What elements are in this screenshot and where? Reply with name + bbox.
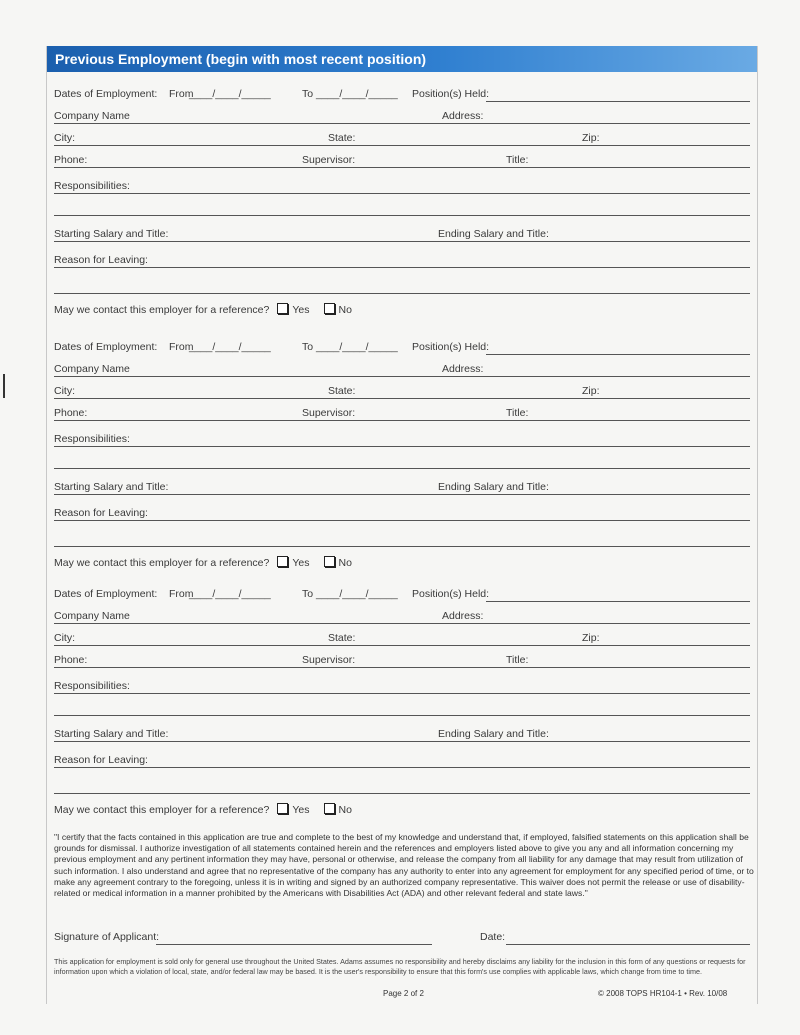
section-header: Previous Employment (begin with most recent position) bbox=[47, 46, 757, 72]
starting-salary-label: Starting Salary and Title: bbox=[54, 481, 169, 493]
state-label: State: bbox=[328, 132, 356, 144]
no-checkbox[interactable] bbox=[324, 556, 335, 567]
company-label: Company Name bbox=[54, 110, 130, 122]
reason-row-line[interactable] bbox=[54, 267, 750, 268]
responsibilities-row-2 bbox=[54, 700, 750, 716]
supervisor-label: Supervisor: bbox=[302, 407, 356, 419]
supervisor-label: Supervisor: bbox=[302, 654, 356, 666]
signature-row bbox=[54, 929, 750, 945]
dates-label: Dates of Employment: bbox=[54, 588, 158, 600]
company-row-line[interactable] bbox=[54, 123, 750, 124]
from-label: From bbox=[169, 88, 194, 100]
to-label: To bbox=[302, 88, 314, 100]
from-label: From bbox=[169, 588, 194, 600]
yes-checkbox[interactable] bbox=[277, 803, 288, 814]
position-field[interactable] bbox=[486, 601, 750, 602]
contact-question: May we contact this employer for a reference? bbox=[54, 804, 270, 816]
responsibilities-label: Responsibilities: bbox=[54, 180, 130, 192]
salary-row-line[interactable] bbox=[54, 494, 750, 495]
position-label: Position(s) Held: bbox=[412, 588, 490, 600]
starting-salary-label: Starting Salary and Title: bbox=[54, 728, 169, 740]
to-label: To bbox=[302, 341, 314, 353]
from-date-blank: ____/____/_____ bbox=[189, 341, 271, 353]
signature-field[interactable] bbox=[156, 944, 432, 945]
city-row bbox=[54, 130, 750, 146]
no-checkbox[interactable] bbox=[324, 303, 335, 314]
no-label: No bbox=[338, 557, 352, 569]
phone-row-line[interactable] bbox=[54, 167, 750, 168]
company-row bbox=[54, 608, 750, 624]
phone-row bbox=[54, 652, 750, 668]
salary-row bbox=[54, 226, 750, 242]
reason-row-2-line[interactable] bbox=[54, 546, 750, 547]
from-label: From bbox=[169, 341, 194, 353]
state-label: State: bbox=[328, 385, 356, 397]
zip-label: Zip: bbox=[582, 632, 600, 644]
responsibilities-row bbox=[54, 431, 750, 447]
dates-row bbox=[54, 339, 750, 355]
ending-salary-label: Ending Salary and Title: bbox=[438, 228, 549, 240]
responsibilities-row-2-line[interactable] bbox=[54, 468, 750, 469]
title-label: Title: bbox=[506, 407, 529, 419]
phone-row bbox=[54, 405, 750, 421]
company-row-line[interactable] bbox=[54, 376, 750, 377]
address-label: Address: bbox=[442, 610, 484, 622]
responsibilities-row-2 bbox=[54, 200, 750, 216]
phone-row bbox=[54, 152, 750, 168]
contact-row bbox=[54, 802, 750, 818]
city-label: City: bbox=[54, 132, 75, 144]
ending-salary-label: Ending Salary and Title: bbox=[438, 728, 549, 740]
responsibilities-row-2-line[interactable] bbox=[54, 715, 750, 716]
city-row bbox=[54, 630, 750, 646]
company-row bbox=[54, 361, 750, 377]
yes-checkbox[interactable] bbox=[277, 303, 288, 314]
company-label: Company Name bbox=[54, 363, 130, 375]
page-number: Page 2 of 2 bbox=[383, 989, 424, 998]
phone-label: Phone: bbox=[54, 654, 88, 666]
dates-label: Dates of Employment: bbox=[54, 88, 158, 100]
yes-label: Yes bbox=[292, 804, 310, 816]
contact-row bbox=[54, 555, 750, 571]
reason-row-2-line[interactable] bbox=[54, 793, 750, 794]
reason-row-2 bbox=[54, 778, 750, 794]
salary-row bbox=[54, 479, 750, 495]
position-label: Position(s) Held: bbox=[412, 88, 490, 100]
reason-row-2 bbox=[54, 278, 750, 294]
reason-row-line[interactable] bbox=[54, 520, 750, 521]
yes-label: Yes bbox=[292, 304, 310, 316]
responsibilities-row-line[interactable] bbox=[54, 446, 750, 447]
responsibilities-row bbox=[54, 178, 750, 194]
from-date-blank: ____/____/_____ bbox=[189, 588, 271, 600]
reason-label: Reason for Leaving: bbox=[54, 754, 148, 766]
zip-label: Zip: bbox=[582, 132, 600, 144]
no-label: No bbox=[338, 304, 352, 316]
copyright: © 2008 TOPS HR104-1 • Rev. 10/08 bbox=[598, 989, 728, 998]
signature-date-field[interactable] bbox=[506, 944, 750, 945]
zip-label: Zip: bbox=[582, 385, 600, 397]
responsibilities-row bbox=[54, 678, 750, 694]
to-label: To bbox=[302, 588, 314, 600]
phone-label: Phone: bbox=[54, 407, 88, 419]
address-label: Address: bbox=[442, 363, 484, 375]
reason-label: Reason for Leaving: bbox=[54, 507, 148, 519]
reason-row-2 bbox=[54, 531, 750, 547]
position-field[interactable] bbox=[486, 101, 750, 102]
address-label: Address: bbox=[442, 110, 484, 122]
contact-question: May we contact this employer for a reference? bbox=[54, 304, 270, 316]
contact-question: May we contact this employer for a reference? bbox=[54, 557, 270, 569]
no-label: No bbox=[338, 804, 352, 816]
reason-row bbox=[54, 252, 750, 268]
phone-label: Phone: bbox=[54, 154, 88, 166]
date-label: Date: bbox=[480, 931, 506, 943]
to-date-blank: ____/____/_____ bbox=[316, 588, 398, 600]
starting-salary-label: Starting Salary and Title: bbox=[54, 228, 169, 240]
reason-label: Reason for Leaving: bbox=[54, 254, 148, 266]
dates-label: Dates of Employment: bbox=[54, 341, 158, 353]
title-label: Title: bbox=[506, 654, 529, 666]
city-label: City: bbox=[54, 385, 75, 397]
position-field[interactable] bbox=[486, 354, 750, 355]
city-row-line[interactable] bbox=[54, 145, 750, 146]
ending-salary-label: Ending Salary and Title: bbox=[438, 481, 549, 493]
company-row-line[interactable] bbox=[54, 623, 750, 624]
reason-row bbox=[54, 505, 750, 521]
responsibilities-row-line[interactable] bbox=[54, 693, 750, 694]
responsibilities-row-2-line[interactable] bbox=[54, 215, 750, 216]
legal-disclaimer: This application for employment is sold only for general use throughout the United States. Adams assumes no responsibility and hereby disclaims any liability for the inclusion in this form of any questions or requests for information upon which a violation of local, state, and/or federal law may be based. It is the user's responsibility to ensure that this form's use complies with applicable laws, which change from time to time. bbox=[54, 957, 746, 976]
supervisor-label: Supervisor: bbox=[302, 154, 356, 166]
reason-row-line[interactable] bbox=[54, 767, 750, 768]
phone-row-line[interactable] bbox=[54, 667, 750, 668]
salary-row-line[interactable] bbox=[54, 741, 750, 742]
responsibilities-row-2 bbox=[54, 453, 750, 469]
city-label: City: bbox=[54, 632, 75, 644]
to-date-blank: ____/____/_____ bbox=[316, 88, 398, 100]
city-row bbox=[54, 383, 750, 399]
dates-row bbox=[54, 586, 750, 602]
salary-row-line[interactable] bbox=[54, 241, 750, 242]
dates-row bbox=[54, 86, 750, 102]
from-date-blank: ____/____/_____ bbox=[189, 88, 271, 100]
scan-edge-mark bbox=[3, 374, 5, 398]
signature-label: Signature of Applicant: bbox=[54, 931, 160, 943]
phone-row-line[interactable] bbox=[54, 420, 750, 421]
yes-checkbox[interactable] bbox=[277, 556, 288, 567]
company-row bbox=[54, 108, 750, 124]
responsibilities-label: Responsibilities: bbox=[54, 433, 130, 445]
state-label: State: bbox=[328, 632, 356, 644]
no-checkbox[interactable] bbox=[324, 803, 335, 814]
reason-row bbox=[54, 752, 750, 768]
title-label: Title: bbox=[506, 154, 529, 166]
city-row-line[interactable] bbox=[54, 398, 750, 399]
salary-row bbox=[54, 726, 750, 742]
position-label: Position(s) Held: bbox=[412, 341, 490, 353]
company-label: Company Name bbox=[54, 610, 130, 622]
city-row-line[interactable] bbox=[54, 645, 750, 646]
responsibilities-row-line[interactable] bbox=[54, 193, 750, 194]
reason-row-2-line[interactable] bbox=[54, 293, 750, 294]
to-date-blank: ____/____/_____ bbox=[316, 341, 398, 353]
contact-row bbox=[54, 302, 750, 318]
responsibilities-label: Responsibilities: bbox=[54, 680, 130, 692]
yes-label: Yes bbox=[292, 557, 310, 569]
certification-text: "I certify that the facts contained in this application are true and complete to the best of my knowledge and understand that, if employed, falsified statements on this application shall be grounds for dismissal. I authorize investigation of all statements contained herein and the references and employers listed above to give you any and all information concerning my previous employment and any pertinent information they may have, personal or otherwise, and release the company from all liability for any damage that may result from utilization of such information. I also understand and agree that no representative of the company has any authority to enter into any agreement for employment for any specified period of time, or to make any agreement contrary to the foregoing, unless it is in writing and signed by an authorized company representative. This waiver does not permit the release or use of disability-related or medical information in a manner prohibited by the Americans with Disabilities Act (ADA) and other relevant federal and state laws." bbox=[54, 832, 754, 899]
